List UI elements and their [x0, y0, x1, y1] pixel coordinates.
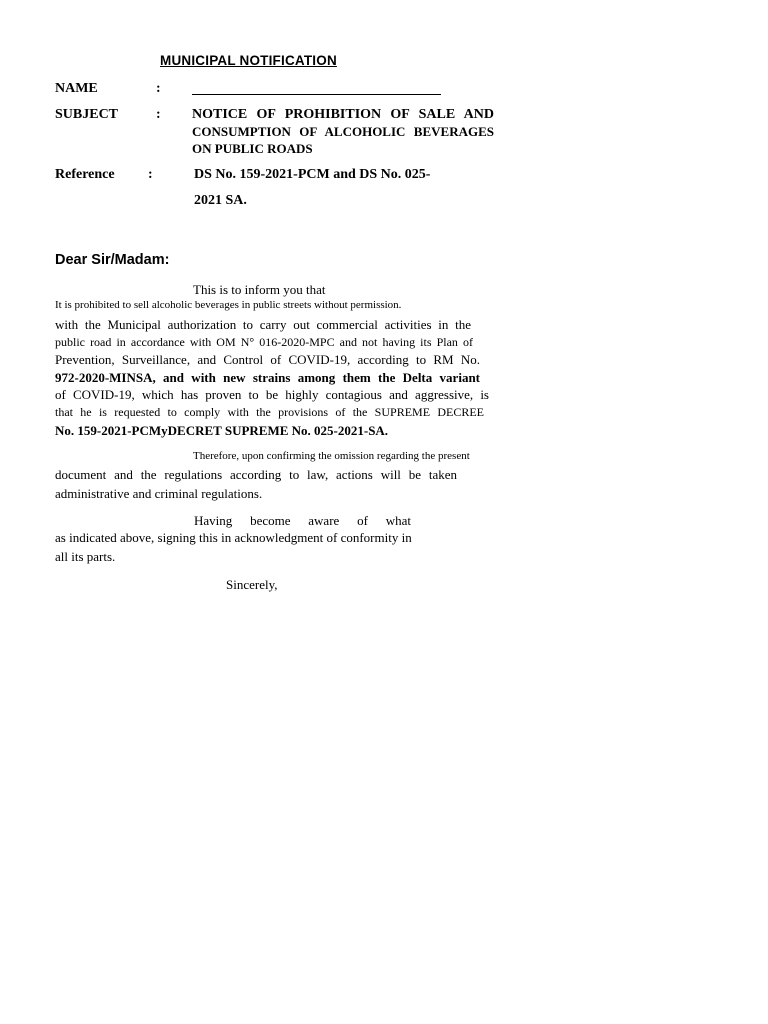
paragraph3-line-1: as indicated above, signing this in acknowledgment of conformity in — [55, 530, 412, 545]
name-blank-line — [192, 94, 441, 95]
paragraph1-line-2: with the Municipal authorization to carry out commercial activities in the — [55, 317, 471, 332]
paragraph1-line-1: It is prohibited to sell alcoholic beverages in public streets without permission. — [55, 299, 402, 311]
closing: Sincerely, — [226, 577, 278, 592]
subject-line-2: CONSUMPTION OF ALCOHOLIC BEVERAGES — [192, 124, 494, 139]
paragraph2-line-2: administrative and criminal regulations. — [55, 486, 263, 501]
name-label: NAME — [55, 81, 98, 96]
subject-line-3: ON PUBLIC ROADS — [192, 141, 313, 156]
paragraph1-line-3: public road in accordance with OM N° 016-2020-MPC and not having its Plan of — [55, 335, 473, 349]
paragraph3-intro: Having become aware of what — [194, 513, 411, 528]
paragraph3-line-2: all its parts. — [55, 549, 116, 564]
reference-colon: : — [148, 167, 153, 182]
paragraph1-line-6: of COVID-19, which has proven to be highly contagious and aggressive, is — [55, 387, 489, 402]
paragraph1-line-7: that he is requested to comply with the provisions of the SUPREME DECREE — [55, 405, 484, 419]
document-title: MUNICIPAL NOTIFICATION — [160, 53, 337, 68]
reference-line-1: DS No. 159-2021-PCM and DS No. 025- — [194, 167, 431, 182]
subject-line-1: NOTICE OF PROHIBITION OF SALE AND — [192, 107, 494, 122]
subject-label: SUBJECT — [55, 107, 119, 122]
subject-colon: : — [156, 107, 161, 122]
paragraph1-line-4: Prevention, Surveillance, and Control of COVID-19, according to RM No. — [55, 352, 480, 367]
paragraph1-line-8: No. 159-2021-PCMyDECRET SUPREME No. 025-2021-SA. — [55, 423, 389, 438]
salutation: Dear Sir/Madam: — [55, 252, 170, 268]
reference-line-2: 2021 SA. — [194, 193, 247, 208]
paragraph1-line-5: 972-2020-MINSA, and with new strains among them the Delta variant — [55, 370, 480, 385]
paragraph1-intro: This is to inform you that — [193, 282, 326, 297]
paragraph2-intro: Therefore, upon confirming the omission regarding the present — [193, 450, 470, 462]
paragraph2-line-1: document and the regulations according to law, actions will be taken — [55, 467, 457, 482]
name-colon: : — [156, 81, 161, 96]
reference-label: Reference — [55, 167, 115, 182]
